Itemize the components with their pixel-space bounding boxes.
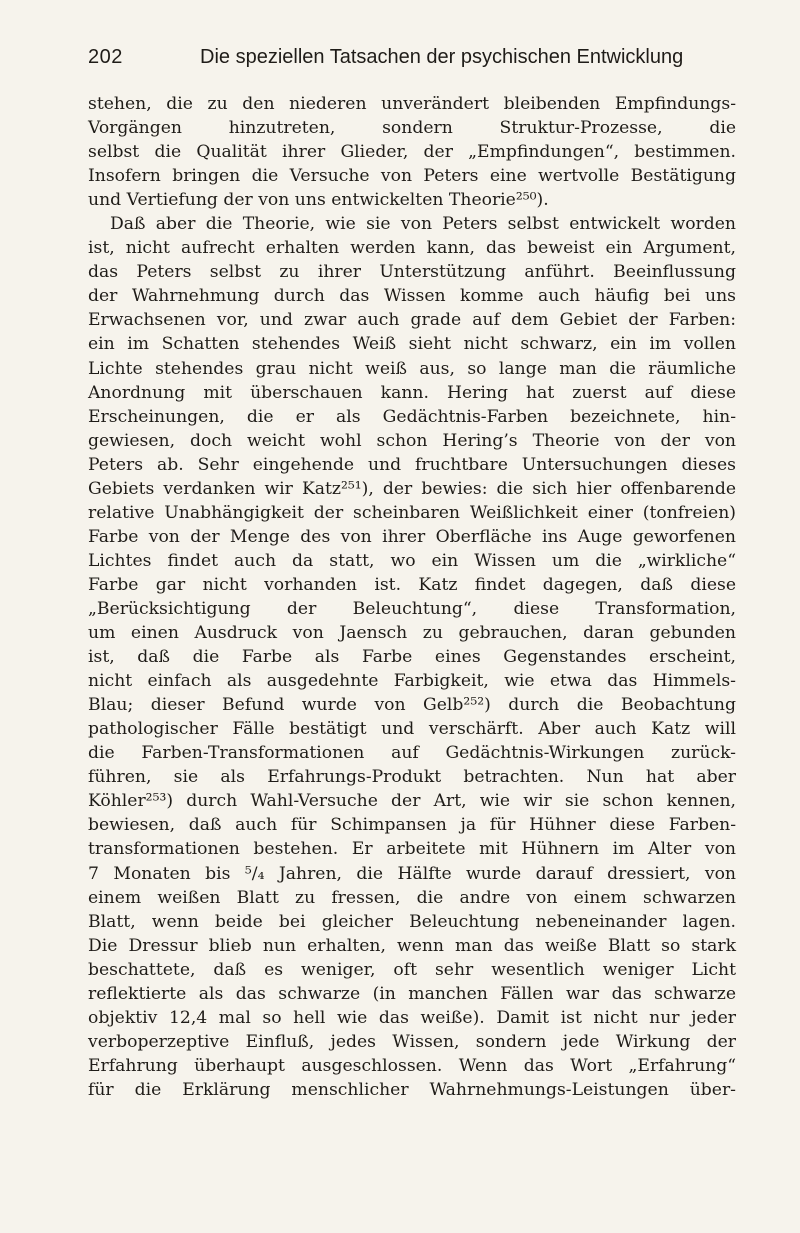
text-line: Farbe gar nicht vorhanden ist. Katz findet dagegen, daß diese: [88, 574, 736, 595]
text-line: nicht einfach als ausgedehnte Farbigkeit, wie etwa das Himmels-: [88, 671, 736, 692]
text-line: Lichte stehendes grau nicht weiß aus, so lange man die räumliche: [88, 358, 736, 379]
text-line: ist, nicht aufrecht erhalten werden kann, das beweist ein Argument,: [88, 238, 736, 259]
text-line: 7 Monaten bis ⁵/₄ Jahren, die Hälfte wurde darauf dressiert, von: [88, 863, 736, 884]
text-line: Vorgängen hinzutreten, sondern Struktur-Prozesse, die: [88, 118, 736, 139]
text-line: gewiesen, doch weicht wohl schon Hering’s Theorie von der von: [88, 430, 736, 451]
text-line: bewiesen, daß auch für Schimpansen ja für Hühner diese Farben-: [88, 815, 736, 836]
text-line: ist, daß die Farbe als Farbe eines Gegenstandes erscheint,: [88, 647, 736, 668]
text-line: Daß aber die Theorie, wie sie von Peters selbst entwickelt worden: [110, 214, 736, 235]
text-line: transformationen bestehen. Er arbeitete mit Hühnern im Alter von: [88, 839, 736, 860]
text-line: ein im Schatten stehendes Weiß sieht nicht schwarz, ein im vollen: [88, 334, 736, 355]
text-line: Blau; dieser Befund wurde von Gelb²⁵²) durch die Beobachtung: [88, 695, 736, 716]
page-header: [88, 46, 728, 80]
text-line: Blatt, wenn beide bei gleicher Beleuchtung nebeneinander lagen.: [88, 911, 736, 932]
text-line: der Wahrnehmung durch das Wissen komme auch häufig bei uns: [88, 286, 736, 307]
text-line: pathologischer Fälle bestätigt und verschärft. Aber auch Katz will: [88, 719, 736, 740]
text-line: Lichtes findet auch da statt, wo ein Wissen um die „wirkliche“: [88, 550, 736, 571]
text-line: selbst die Qualität ihrer Glieder, der „Empfindungen“, bestimmen.: [88, 142, 736, 163]
text-line: Erwachsenen vor, und zwar auch grade auf dem Gebiet der Farben:: [88, 310, 736, 331]
text-line: um einen Ausdruck von Jaensch zu gebrauchen, daran gebunden: [88, 623, 736, 644]
text-line: Die Dressur blieb nun erhalten, wenn man das weiße Blatt so stark: [88, 935, 736, 956]
text-line: für die Erklärung menschlicher Wahrnehmungs-Leistungen über-: [88, 1079, 736, 1100]
text-line: Farbe von der Menge des von ihrer Oberfläche ins Auge geworfenen: [88, 526, 736, 547]
text-line: beschattete, daß es weniger, oft sehr wesentlich weniger Licht: [88, 959, 736, 980]
text-line: objektiv 12,4 mal so hell wie das weiße). Damit ist nicht nur jeder: [88, 1007, 736, 1028]
text-line: führen, sie als Erfahrungs-Produkt betrachten. Nun hat aber: [88, 767, 736, 788]
page-number: 202: [88, 46, 123, 68]
text-line: einem weißen Blatt zu fressen, die andre von einem schwarzen: [88, 887, 736, 908]
text-line: das Peters selbst zu ihrer Unterstützung anführt. Beeinflussung: [88, 262, 736, 283]
text-line: „Berücksichtigung der Beleuchtung“, diese Transformation,: [88, 598, 736, 619]
body-text: [88, 92, 736, 1102]
text-line: Erscheinungen, die er als Gedächtnis-Farben bezeichnete, hin-: [88, 406, 736, 427]
text-line: Peters ab. Sehr eingehende und fruchtbare Untersuchungen dieses: [88, 454, 736, 475]
running-title: Die speziellen Tatsachen der psychischen Entwicklung: [200, 46, 684, 68]
text-line: Insofern bringen die Versuche von Peters eine wertvolle Bestätigung: [88, 166, 736, 187]
text-line: stehen, die zu den niederen unverändert bleibenden Empfindungs-: [88, 94, 736, 114]
text-line: verboperzeptive Einfluß, jedes Wissen, sondern jede Wirkung der: [88, 1031, 736, 1052]
text-line: relative Unabhängigkeit der scheinbaren Weißlichkeit einer (tonfreien): [88, 502, 736, 523]
text-line: Anordnung mit überschauen kann. Hering hat zuerst auf diese: [88, 382, 736, 403]
text-line: Erfahrung überhaupt ausgeschlossen. Wenn das Wort „Erfahrung“: [88, 1055, 736, 1076]
text-line: und Vertiefung der von uns entwickelten Theorie²⁵⁰).: [88, 190, 549, 211]
text-line: Gebiets verdanken wir Katz²⁵¹), der bewies: die sich hier offenbarende: [88, 478, 736, 499]
text-line: die Farben-Transformationen auf Gedächtnis-Wirkungen zurück-: [88, 743, 736, 764]
text-line: reflektierte als das schwarze (in manchen Fällen war das schwarze: [88, 983, 736, 1004]
text-line: Köhler²⁵³) durch Wahl-Versuche der Art, wie wir sie schon kennen,: [88, 791, 736, 812]
